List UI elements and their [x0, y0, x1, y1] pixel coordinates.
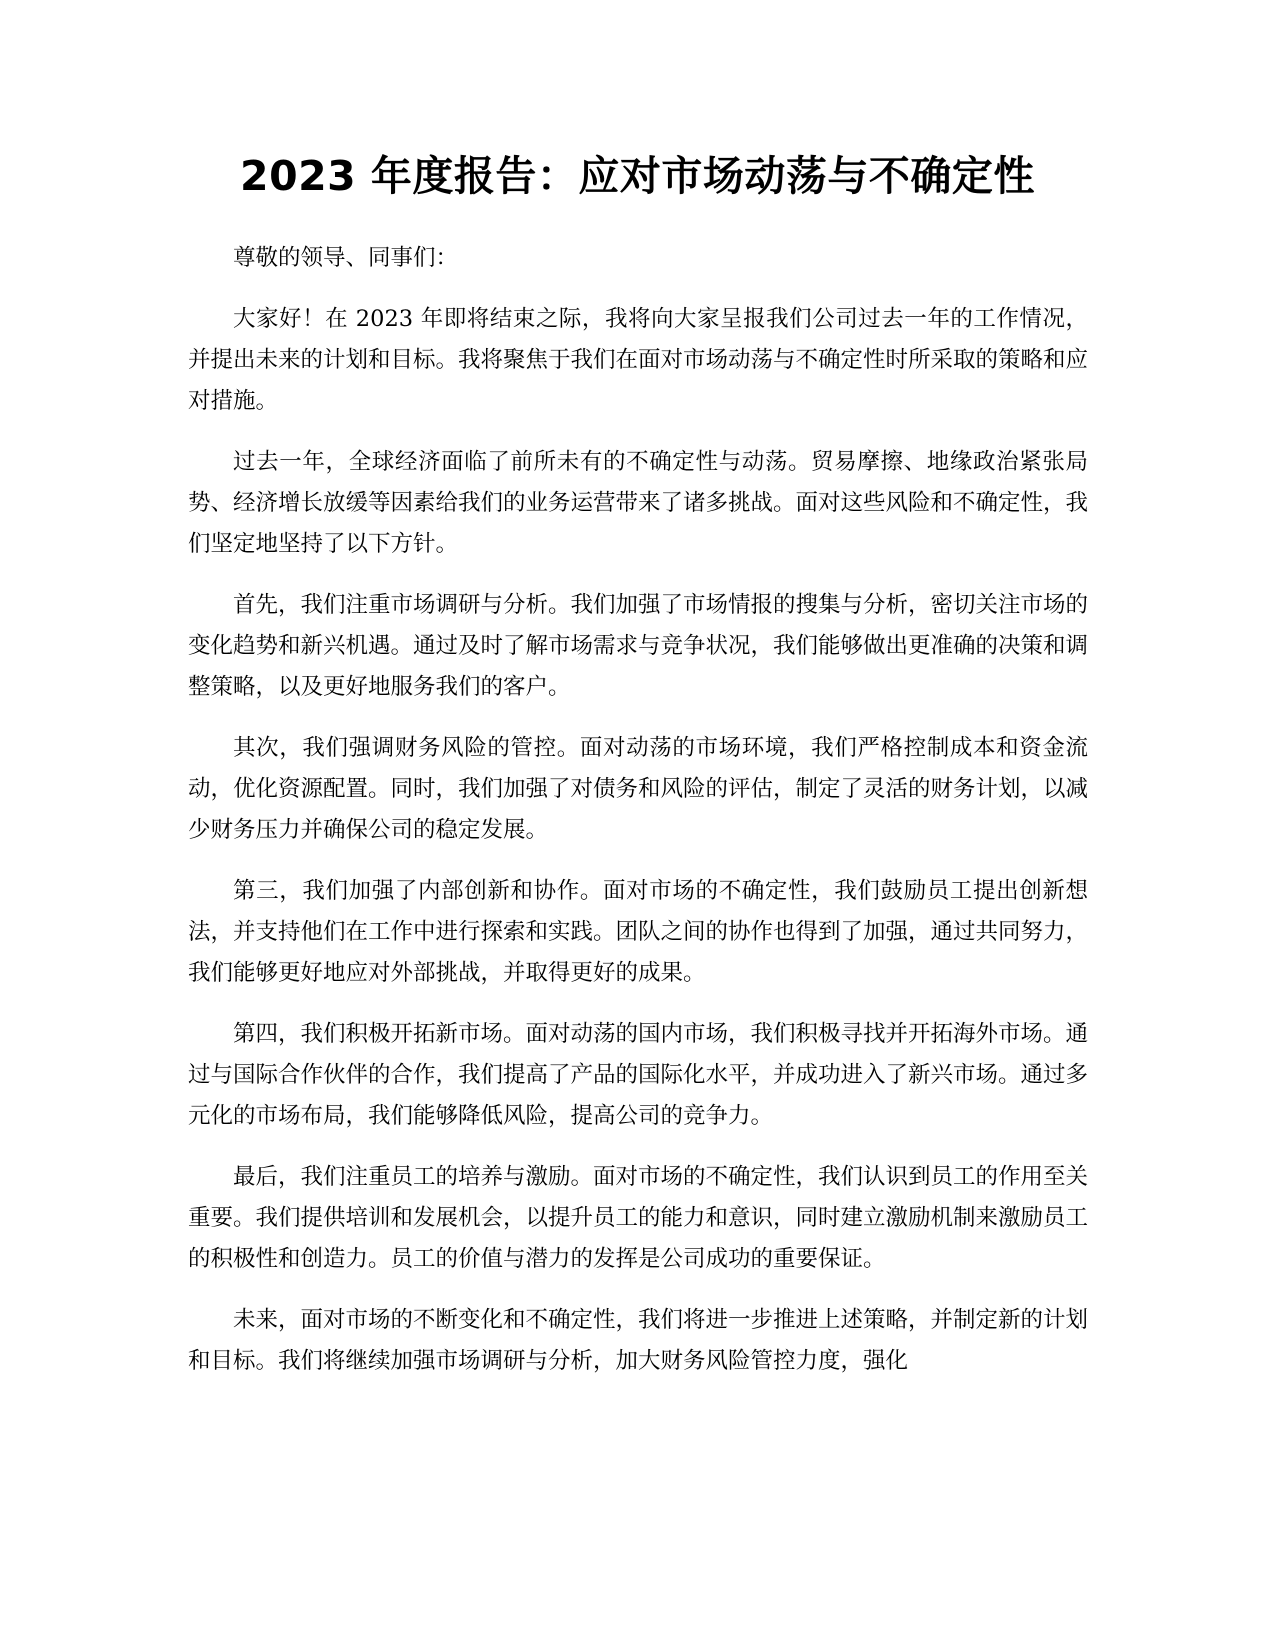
body-paragraph: 最后，我们注重员工的培养与激励。面对市场的不确定性，我们认识到员工的作用至关重要。我们提供培训和发展机会，以提升员工的能力和意识，同时建立激励机制来激励员工的积极性和创造力。员工的价值与潜力的发挥是公司成功的重要保证。: [188, 1164, 1089, 1272]
body-paragraph: 过去一年，全球经济面临了前所未有的不确定性与动荡。贸易摩擦、地缘政治紧张局势、经济增长放缓等因素给我们的业务运营带来了诸多挑战。面对这些风险和不确定性，我们坚定地坚持了以下方针。: [188, 449, 1089, 557]
body-paragraph: 未来，面对市场的不断变化和不确定性，我们将进一步推进上述策略，并制定新的计划和目标。我们将继续加强市场调研与分析，加大财务风险管控力度，强化: [188, 1307, 1089, 1374]
body-paragraph: 首先，我们注重市场调研与分析。我们加强了市场情报的搜集与分析，密切关注市场的变化趋势和新兴机遇。通过及时了解市场需求与竞争状况，我们能够做出更准确的决策和调整策略，以及更好地服务我们的客户。: [188, 592, 1089, 700]
document-body: [188, 238, 1088, 1402]
body-paragraph: 第三，我们加强了内部创新和协作。面对市场的不确定性，我们鼓励员工提出创新想法，并支持他们在工作中进行探索和实践。团队之间的协作也得到了加强，通过共同努力，我们能够更好地应对外部挑战，并取得更好的成果。: [188, 878, 1089, 986]
salutation-paragraph: 尊敬的领导、同事们：: [233, 245, 459, 271]
body-paragraph: 第四，我们积极开拓新市场。面对动荡的国内市场，我们积极寻找并开拓海外市场。通过与国际合作伙伴的合作，我们提高了产品的国际化水平，并成功进入了新兴市场。通过多元化的市场布局，我们能够降低风险，提高公司的竞争力。: [188, 1021, 1089, 1129]
document-title: 2023 年度报告：应对市场动荡与不确定性: [240, 152, 1035, 200]
body-paragraph: 大家好！在 2023 年即将结束之际，我将向大家呈报我们公司过去一年的工作情况，并提出未来的计划和目标。我将聚焦于我们在面对市场动荡与不确定性时所采取的策略和应对措施。: [188, 306, 1089, 414]
body-paragraph: 其次，我们强调财务风险的管控。面对动荡的市场环境，我们严格控制成本和资金流动，优化资源配置。同时，我们加强了对债务和风险的评估，制定了灵活的财务计划，以减少财务压力并确保公司的稳定发展。: [188, 735, 1089, 843]
